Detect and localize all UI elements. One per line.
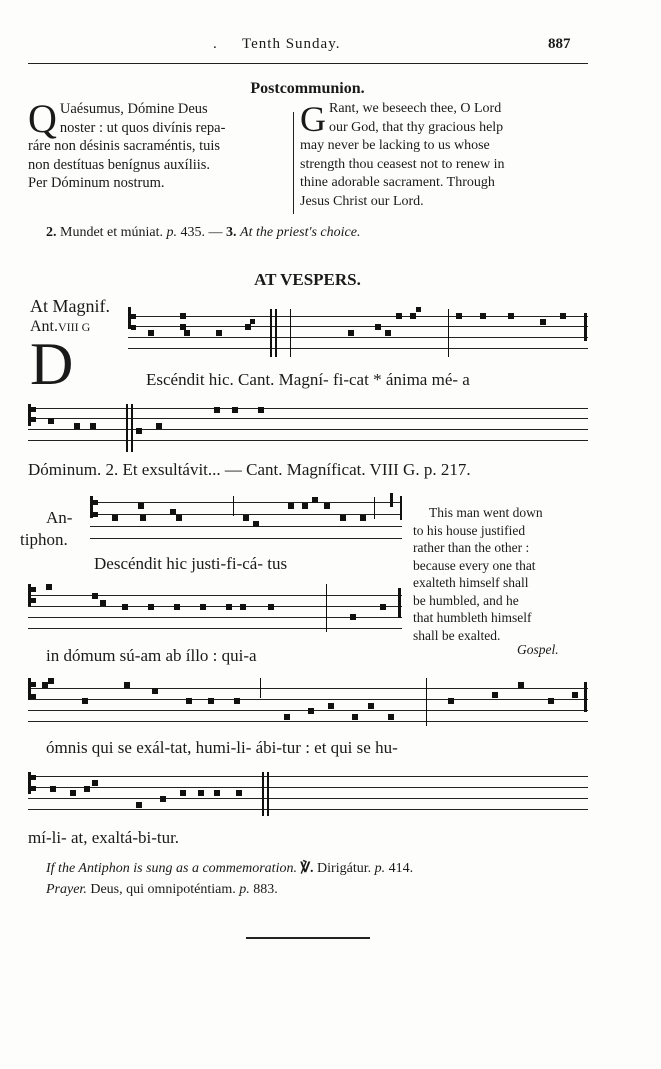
gospel-line: This man went down (429, 505, 543, 520)
latin-line: ráre non désinis sacraméntis, tuis (28, 138, 221, 154)
staff-4 (28, 584, 402, 644)
latin-column (28, 96, 286, 193)
english-line: our God, that thy gracious help (329, 119, 504, 135)
english-column (300, 100, 590, 211)
header-dot: . (213, 36, 217, 52)
after-prayer-line (46, 225, 360, 241)
notes-staff-4 (28, 584, 402, 644)
staff-1 (128, 299, 588, 359)
staff-5 (28, 678, 588, 738)
gospel-line: that humbleth himself (413, 610, 532, 625)
notes-staff-5 (28, 678, 588, 738)
lyric-line-2: Dóminum. 2. Et exsultávit... — Cant. Magníficat. VIII G. p. 217. (28, 460, 471, 479)
lyric-line-4: in dómum sú-am ab íllo : qui-a (46, 646, 257, 665)
staff-6 (28, 770, 588, 820)
end-rule (246, 937, 370, 939)
versicle-symbol: ℣. (300, 861, 314, 876)
antiphon-label-2: tiphon. (20, 530, 68, 549)
gospel-line: to his house justified (413, 522, 526, 538)
commemoration-line (46, 860, 413, 877)
gospel-line: shall be exalted. (413, 627, 501, 643)
latin-line: noster : ut quos divínis repa- (59, 119, 226, 136)
prayer-text: Deus, qui omnipoténtiam. (90, 882, 236, 897)
english-dropcap: G (300, 99, 326, 139)
latin-dropcap: Q (28, 96, 57, 141)
vespers-title: AT VESPERS. (254, 270, 361, 289)
big-initial: D (30, 331, 74, 397)
gospel-source: Gospel. (517, 642, 559, 657)
latin-line: non destítuas benígnus auxíliis. (28, 156, 211, 173)
notes-staff-1 (128, 299, 588, 359)
prayer-page: 883. (253, 882, 278, 897)
english-line: Rant, we beseech thee, O Lord (329, 101, 502, 116)
lyric-line-3: Descéndit hic justi-fi-cá- tus (94, 554, 288, 573)
notes-staff-2 (28, 398, 588, 458)
ant-text: Ant. (30, 318, 58, 335)
notes-staff-3 (90, 493, 402, 553)
english-line: Jesus Christ our Lord. (300, 193, 424, 209)
english-line: thine adorable sacrament. Through (300, 175, 495, 190)
antiphon-label-1: An- (46, 508, 73, 527)
gospel-line: be humbled, and he (413, 592, 519, 608)
dirigatur-text: Dirigátur. (317, 861, 372, 876)
lyric-line-1: Escéndit hic. Cant. Magní- fi-cat * ánima mé- a (146, 370, 470, 389)
p-label: p. (374, 861, 386, 876)
notes-staff-6 (28, 770, 588, 820)
dirigatur-page: 414. (388, 861, 414, 876)
mode-label: VIII G (58, 320, 91, 334)
p-label: p. (239, 882, 250, 897)
column-divider (293, 112, 294, 214)
gospel-line: rather than the other : (413, 540, 530, 555)
page-number: 887 (548, 36, 571, 52)
postcommunion-title: Postcommunion. (250, 80, 365, 97)
priest-choice: At the priest's choice. (240, 225, 361, 240)
gospel-line: because every one that (413, 557, 536, 573)
lyric-line-6: mí-li- at, exaltá-bi-tur. (28, 828, 180, 847)
latin-line: Uaésumus, Dómine Deus (59, 101, 208, 117)
gospel-line: exalteth himself shall (413, 575, 529, 590)
english-line: strength thou ceasest not to renew in (300, 156, 505, 172)
commemoration-text: If the Antiphon is sung as a commemoration. (46, 861, 297, 876)
mundet-page: 435. — (180, 225, 223, 240)
mundet-text: Mundet et múniat. (60, 225, 164, 240)
gospel-text (413, 504, 589, 644)
staff-2 (28, 398, 588, 458)
header-rule (28, 63, 588, 64)
latin-line: Per Dóminum nostrum. (28, 175, 165, 191)
header-title: Tenth Sunday. (242, 36, 341, 52)
magnif-label: At Magnif. (30, 296, 110, 316)
lyric-line-5: ómnis qui se exál-tat, humi-li- ábi-tur : et qui se hu- (46, 738, 398, 757)
staff-3 (90, 493, 402, 553)
num-3: 3. (226, 225, 237, 240)
num-2: 2. (46, 225, 57, 240)
prayer-label: Prayer. (46, 882, 87, 897)
prayer-line (46, 882, 278, 898)
running-header (0, 36, 661, 60)
p-label: p. (166, 225, 178, 240)
english-line: may never be lacking to us whose (300, 138, 490, 153)
